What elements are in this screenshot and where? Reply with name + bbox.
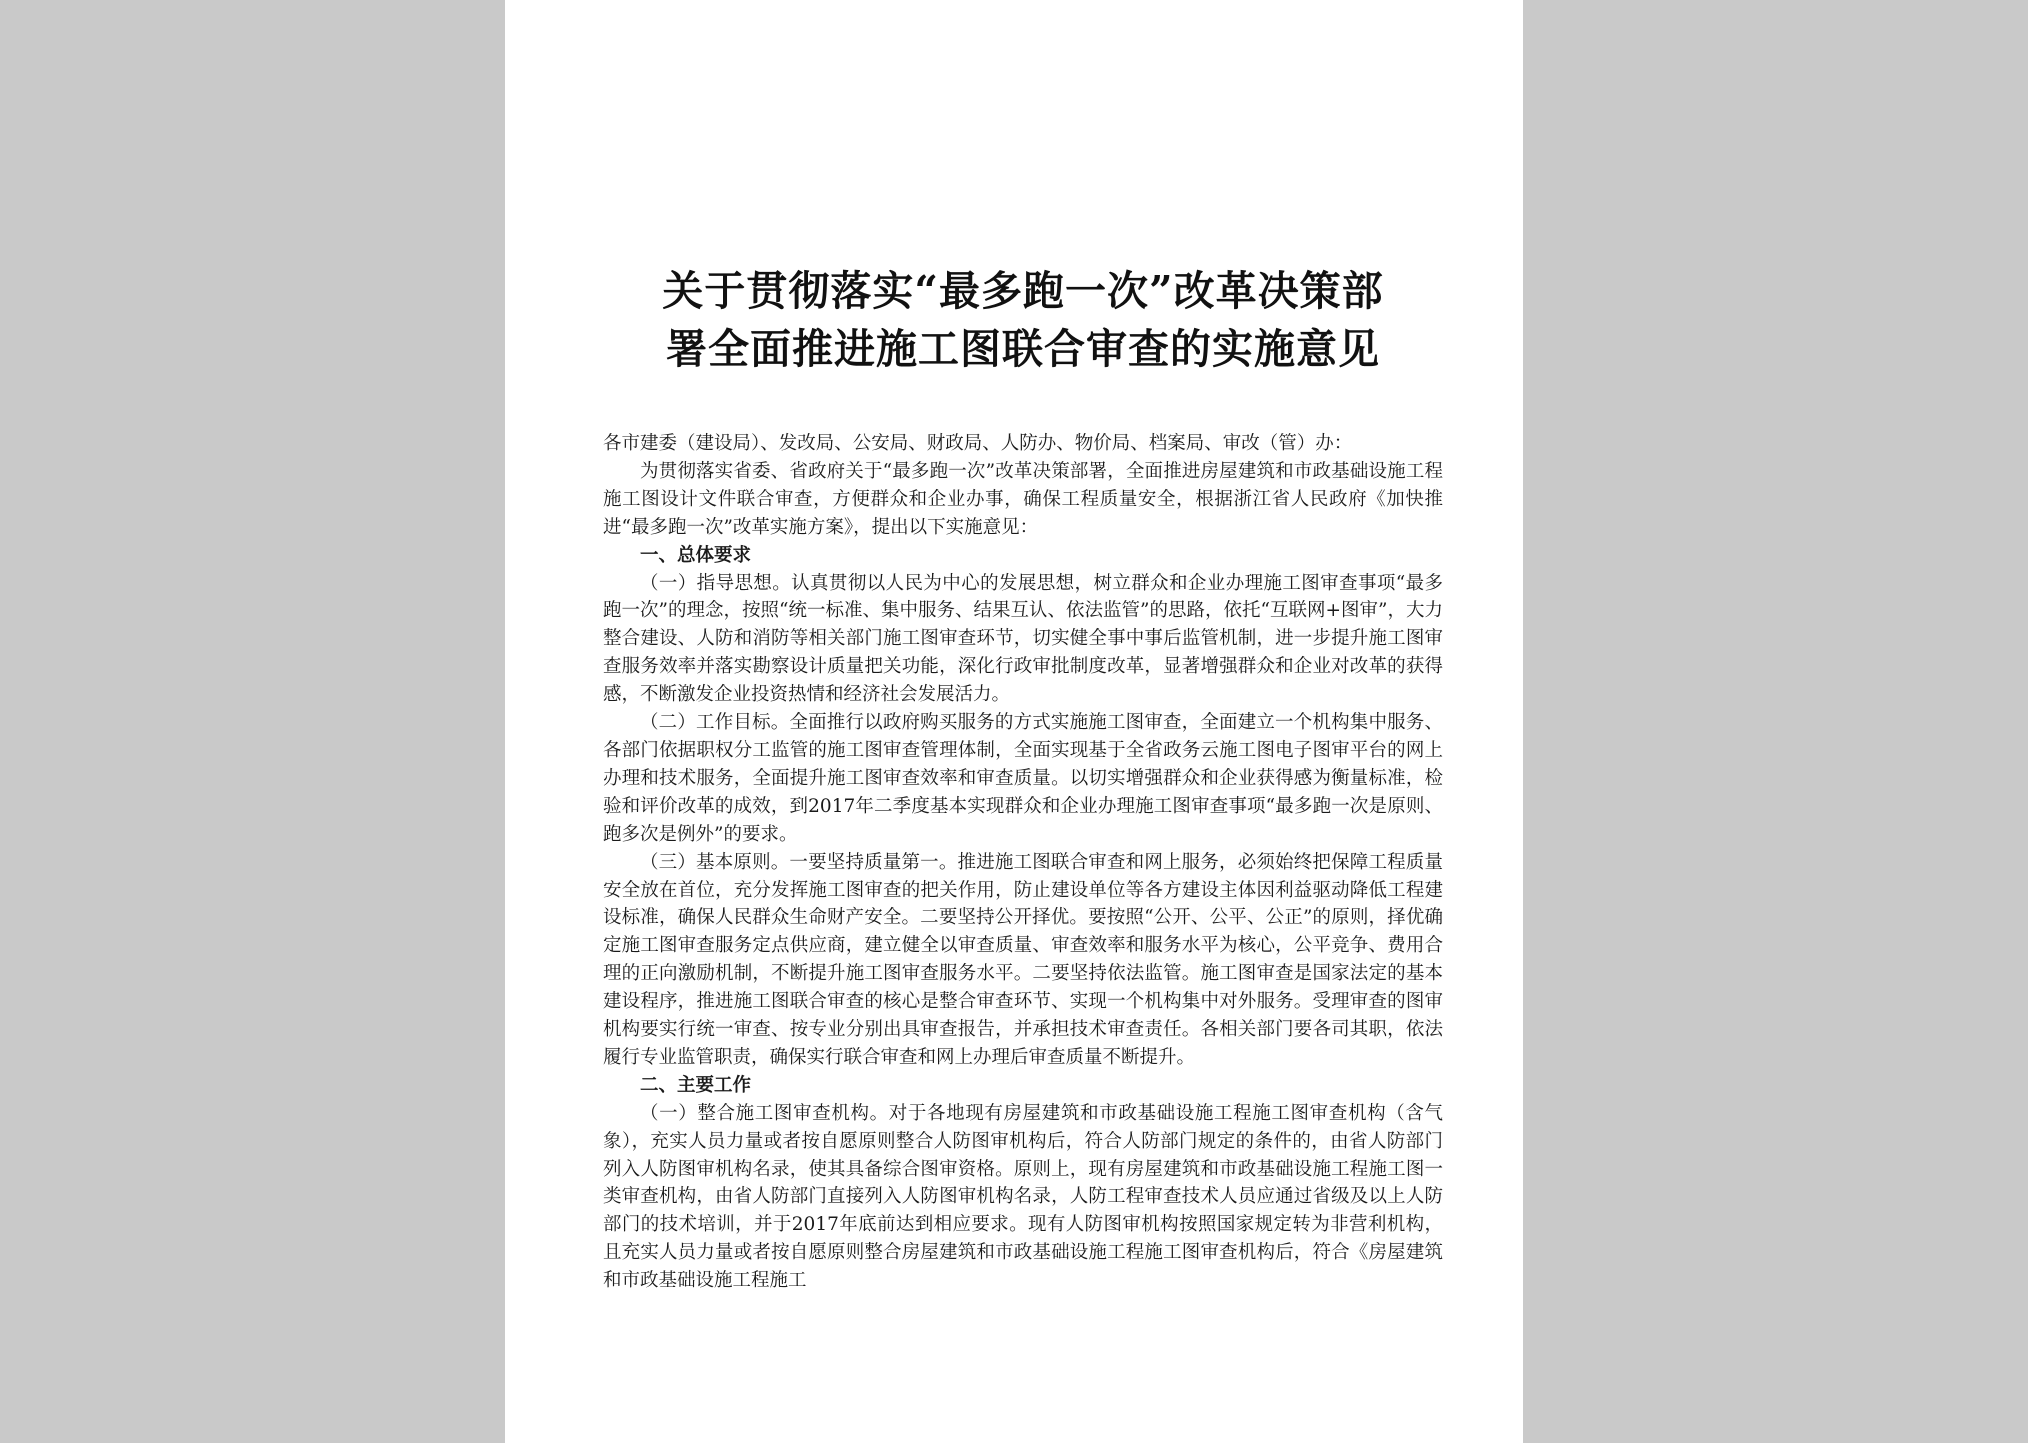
- intro-paragraph: 为贯彻落实省委、省政府关于“最多跑一次”改革决策部署，全面推进房屋建筑和市政基础设施工程施工图设计文件联合审查，方便群众和企业办事，确保工程质量安全，根据浙江省人民政府《加快推进“最多跑一次”改革实施方案》，提出以下实施意见：: [603, 460, 1443, 538]
- document-page: [505, 0, 1523, 1443]
- section-2-paragraph-1: （一）整合施工图审查机构。对于各地现有房屋建筑和市政基础设施工程施工图审查机构（含气象），充实人员力量或者按自愿原则整合人防图审机构后，符合人防部门规定的条件的，由省人防部门列入人防图审机构名录，使其具备综合图审资格。原则上，现有房屋建筑和市政基础设施工程施工图一类审查机构，由省人防部门直接列入人防图审机构名录，人防工程审查技术人员应通过省级及以上人防部门的技术培训，并于2017年底前达到相应要求。现有人防图审机构按照国家规定转为非营利机构，且充实人员力量或者按自愿原则整合房屋建筑和市政基础设施工程施工图审查机构后，符合《房屋建筑和市政基础设施工程施工: [603, 1102, 1443, 1292]
- addressee-line: 各市建委（建设局）、发改局、公安局、财政局、人防办、物价局、档案局、审改（管）办：: [603, 433, 1353, 454]
- section-2-heading: 二、主要工作: [640, 1074, 752, 1096]
- section-1-paragraph-2: （二）工作目标。全面推行以政府购买服务的方式实施施工图审查，全面建立一个机构集中服务、各部门依据职权分工监管的施工图审查管理体制，全面实现基于全省政务云施工图电子图审平台的网上办理和技术服务，全面提升施工图审查效率和审查质量。以切实增强群众和企业获得感为衡量标准，检验和评价改革的成效，到2017年二季度基本实现群众和企业办理施工图审查事项“最多跑一次是原则、跑多次是例外”的要求。: [603, 712, 1443, 845]
- section-1-heading: 一、总体要求: [640, 544, 752, 566]
- section-1-paragraph-1: （一）指导思想。认真贯彻以人民为中心的发展思想，树立群众和企业办理施工图审查事项“最多跑一次”的理念，按照“统一标准、集中服务、结果互认、依法监管”的思路，依托“互联网+图审”，大力整合建设、人防和消防等相关部门施工图审查环节，切实健全事中事后监管机制，进一步提升施工图审查服务效率并落实勘察设计质量把关功能，深化行政审批制度改革，显著增强群众和企业对改革的获得感，不断激发企业投资热情和经济社会发展活力。: [603, 572, 1443, 706]
- document-title: [603, 262, 1443, 378]
- title-line-1: 关于贯彻落实“最多跑一次”改革决策部: [662, 267, 1384, 315]
- title-line-2: 署全面推进施工图联合审查的实施意见: [666, 325, 1380, 373]
- document-content: [603, 262, 1443, 1295]
- section-1-paragraph-3: （三）基本原则。一要坚持质量第一。推进施工图联合审查和网上服务，必须始终把保障工程质量安全放在首位，充分发挥施工图审查的把关作用，防止建设单位等各方建设主体因利益驱动降低工程建设标准，确保人民群众生命财产安全。二要坚持公开择优。要按照“公开、公平、公正”的原则，择优确定施工图审查服务定点供应商，建立健全以审查质量、审查效率和服务水平为核心，公平竞争、费用合理的正向激励机制，不断提升施工图审查服务水平。二要坚持依法监管。施工图审查是国家法定的基本建设程序，推进施工图联合审查的核心是整合审查环节、实现一个机构集中对外服务。受理审查的图审机构要实行统一审查、按专业分别出具审查报告，并承担技术审查责任。各相关部门要各司其职，依法履行专业监管职责，确保实行联合审查和网上办理后审查质量不断提升。: [603, 851, 1443, 1068]
